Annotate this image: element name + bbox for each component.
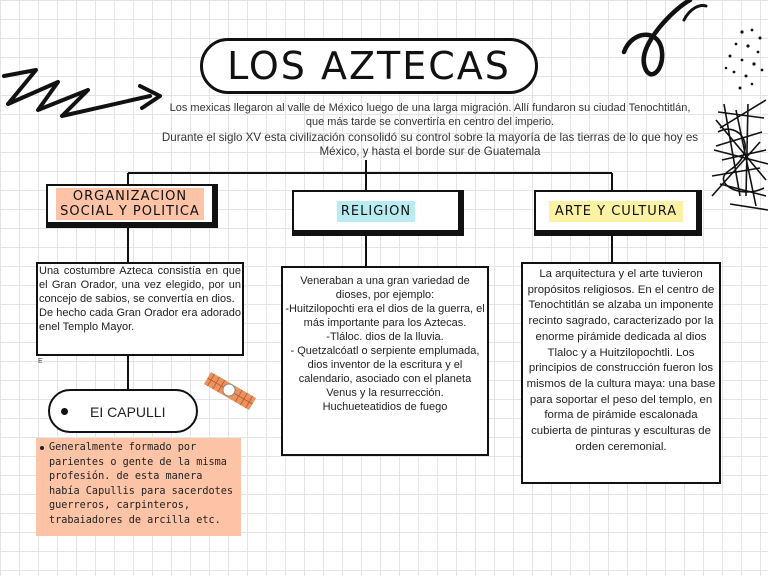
intro-text bbox=[160, 101, 700, 159]
header-organizacion-line1: ORGANIZACION bbox=[72, 189, 188, 204]
page-title-text: LOS AZTECAS bbox=[227, 44, 511, 88]
bullet-icon bbox=[61, 408, 68, 415]
capulli-pill bbox=[48, 389, 198, 433]
header-arte-text: ARTE Y CULTURA bbox=[554, 203, 678, 219]
arte-content: La arquitectura y el arte tuvieron propósitos religiosos. En el centro de Tenochtitlán se alzaba un imponente recinto sagrado, caracterizado por la enorme pirámide dedicada al dios Tlaloc y a Huitzilopochtli. Los principios de construcción fueron los mismos de la cultura maya: una base para soportar el peso del templo, en forma de pirámide escalonada cubierta de pinturas y esculturas de orden ceremonial. bbox=[521, 262, 721, 484]
religion-line: Huchueteatidios de fuego bbox=[322, 401, 448, 413]
stray-char: E bbox=[38, 358, 43, 365]
page-title bbox=[200, 38, 538, 94]
header-arte bbox=[534, 190, 702, 236]
intro-line-1: Los mexicas llegaron al valle de México luego de una larga migración. Allí fundaron su ciudad Tenochtitlán, que más tarde se convertiría en centro del imperio. bbox=[169, 102, 691, 128]
religion-line: -Tláloc. dios de la lluvia. bbox=[326, 331, 444, 343]
header-organizacion-line2: SOCIAL Y POLITICA bbox=[60, 204, 200, 219]
religion-content bbox=[281, 266, 489, 456]
bullet-icon bbox=[40, 446, 44, 450]
intro-line-2: Durante el siglo XV esta civilización consolidó su control sobre la mayoría de las tierras de lo que hoy es México, y hasta el borde sur de Guatemala bbox=[161, 131, 699, 158]
capulli-note bbox=[36, 438, 241, 536]
organizacion-paragraph-2: De hecho cada Gran Orador era adorado enel Templo Mayor. bbox=[39, 307, 241, 333]
header-organizacion-highlight bbox=[56, 188, 204, 220]
header-religion bbox=[292, 190, 464, 236]
header-religion-highlight bbox=[337, 201, 415, 222]
religion-line: -Huitzilopochti era el dios de la guerra, el más importante para los Aztecas. bbox=[285, 303, 485, 329]
capulli-label: EI CAPULLI bbox=[90, 404, 166, 420]
organizacion-paragraph-1: Una costumbre Azteca consistía en que el Gran Orador, una vez elegido, por un concejo de sabios, se convertía en dios. bbox=[39, 265, 241, 305]
capulli-note-text: Generalmente formado por parientes o gente de la misma profesión. de esta manera había Capullis para sacerdotes guerreros, carpinteros, trabaiadores de arcilla etc. bbox=[49, 442, 234, 526]
header-arte-highlight bbox=[549, 201, 683, 222]
header-organizacion bbox=[46, 184, 218, 228]
organizacion-content bbox=[36, 262, 244, 356]
religion-line: - Quetzalcóatl o serpiente emplumada, dios inventor de la escritura y el calendario, asociado con el planeta Venus y la resurrección. bbox=[290, 345, 480, 399]
religion-line: Veneraban a una gran variedad de dioses, por ejemplo: bbox=[300, 275, 470, 301]
header-religion-text: RELIGION bbox=[340, 203, 412, 219]
